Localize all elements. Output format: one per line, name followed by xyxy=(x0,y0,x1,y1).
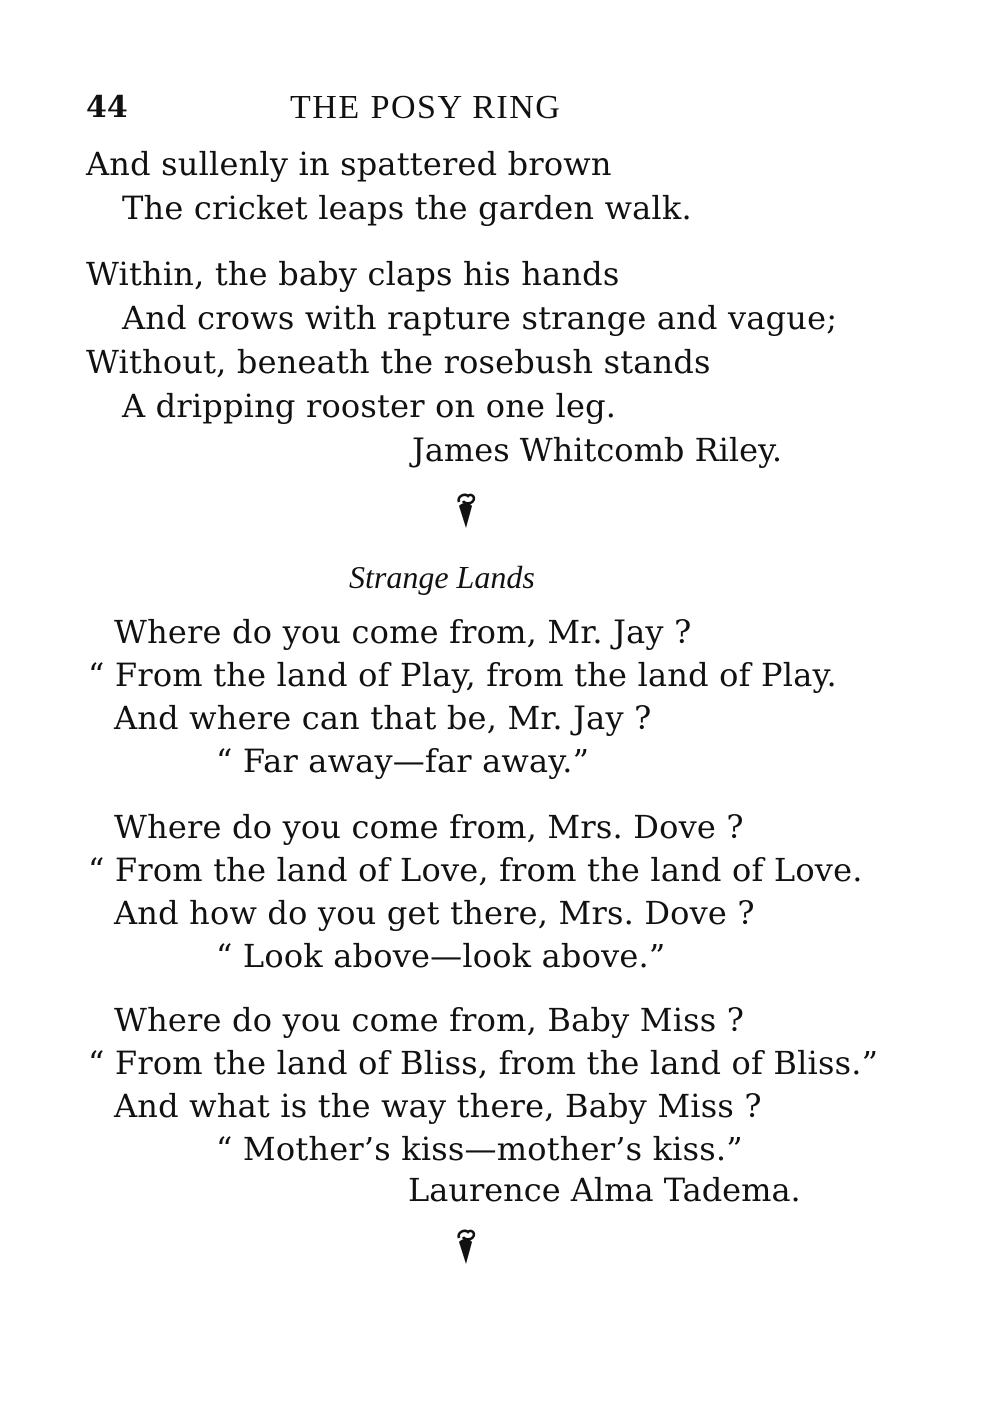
poem2-line: “ Far away—far away.” xyxy=(216,742,590,780)
poem1-line: Without, beneath the rosebush stands xyxy=(86,343,711,381)
poem2-line: Where do you come from, Mrs. Dove ? xyxy=(114,808,744,846)
poem2-author: Laurence Alma Tadema. xyxy=(408,1171,801,1209)
poem2-line: “ From the land of Play, from the land of Play. xyxy=(88,656,837,694)
poem-title: Strange Lands xyxy=(349,559,535,595)
poem2-line: Where do you come from, Mr. Jay ? xyxy=(114,613,692,651)
poem2-line: And how do you get there, Mrs. Dove ? xyxy=(114,894,755,932)
poem2-line: “ Mother’s kiss—mother’s kiss.” xyxy=(216,1130,743,1168)
poem1-line: And crows with rapture strange and vague; xyxy=(122,299,838,337)
poem2-line: “ Look above—look above.” xyxy=(216,937,666,975)
floral-ornament-icon xyxy=(450,492,480,532)
poem1-line: The cricket leaps the garden walk. xyxy=(122,189,692,227)
poem2-line: “ From the land of Bliss, from the land of Bliss.” xyxy=(88,1044,879,1082)
poem1-author: James Whitcomb Riley. xyxy=(412,431,783,469)
poem2-line: Where do you come from, Baby Miss ? xyxy=(114,1001,745,1039)
page-number: 44 xyxy=(86,90,128,125)
poem1-line: And sullenly in spattered brown xyxy=(86,145,612,183)
floral-ornament-icon xyxy=(450,1228,480,1268)
poem1-line: A dripping rooster on one leg. xyxy=(122,387,617,425)
poem2-line: “ From the land of Love, from the land of Love. xyxy=(88,851,863,889)
poem2-line: And what is the way there, Baby Miss ? xyxy=(114,1087,762,1125)
poem1-line: Within, the baby claps his hands xyxy=(86,255,620,293)
poem2-line: And where can that be, Mr. Jay ? xyxy=(114,699,652,737)
running-title: THE POSY RING xyxy=(290,89,562,126)
